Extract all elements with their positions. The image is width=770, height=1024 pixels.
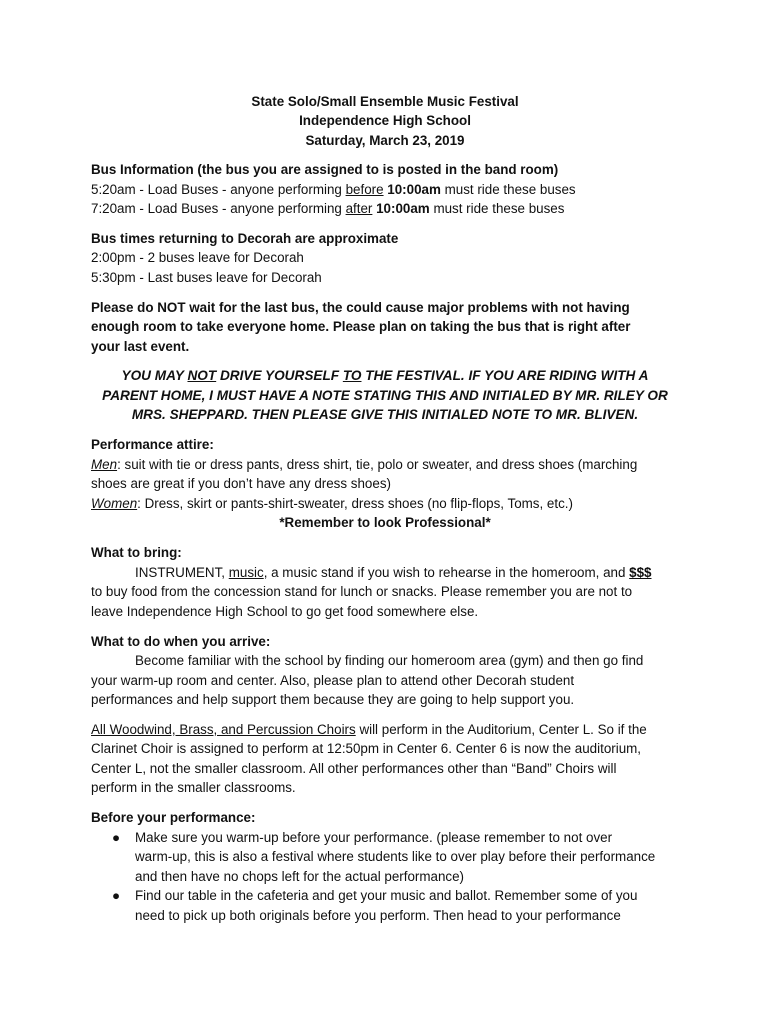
warning-line-1: Please do NOT wait for the last bus, the could cause major problems with not having — [91, 300, 630, 315]
bring-heading: What to bring: — [91, 545, 182, 560]
notice-line-1: YOU MAY NOT DRIVE YOURSELF TO THE FESTIVAL. IF YOU ARE RIDING WITH A — [121, 368, 649, 383]
attire-men-cont: shoes are great if you don’t have any dress shoes) — [91, 476, 391, 491]
bus-info-heading: Bus Information (the bus you are assigned to is posted in the band room) — [91, 162, 559, 177]
choirs-line-1: All Woodwind, Brass, and Percussion Choirs will perform in the Auditorium, Center L. So if the — [91, 722, 647, 737]
before-item-2-line-2: need to pick up both originals before you perform. Then head to your performance — [135, 908, 621, 923]
return-heading: Bus times returning to Decorah are approximate — [91, 231, 399, 246]
choirs-line-2: Clarinet Choir is assigned to perform at 12:50pm in Center 6. Center 6 is now the auditorium, — [91, 741, 642, 756]
notice-line-3: MRS. SHEPPARD. THEN PLEASE GIVE THIS INITIALED NOTE TO MR. BLIVEN. — [131, 407, 639, 422]
before-item-1-line-1: Make sure you warm-up before your performance. (please remember to not over — [135, 830, 613, 845]
warning-line-2: enough room to take everyone home. Please plan on taking the bus that is right after — [91, 319, 631, 334]
choirs-line-4: perform in the smaller classrooms. — [91, 780, 296, 795]
bullet-icon: ● — [112, 830, 121, 845]
bring-line-3: leave Independence High School to go get food somewhere else. — [91, 604, 479, 619]
bus-line-early: 5:20am - Load Buses - anyone performing before 10:00am must ride these buses — [91, 182, 576, 197]
bus-line-late: 7:20am - Load Buses - anyone performing after 10:00am must ride these buses — [91, 201, 565, 216]
notice-line-2: PARENT HOME, I MUST HAVE A NOTE STATING THIS AND INITIALED BY MR. RILEY OR — [102, 388, 668, 403]
before-item-1-line-3: and then have no chops left for the actual performance) — [135, 869, 465, 884]
warning-line-3: your last event. — [91, 339, 190, 354]
arrive-line-2: your warm-up room and center. Also, please plan to attend other Decorah student — [91, 673, 575, 688]
attire-heading: Performance attire: — [91, 437, 214, 452]
before-item-2-line-1: Find our table in the cafeteria and get your music and ballot. Remember some of you — [135, 888, 638, 903]
before-item-1-line-2: warm-up, this is also a festival where students like to over play before their performance — [135, 849, 656, 864]
attire-women: Women: Dress, skirt or pants-shirt-sweater, dress shoes (no flip-flops, Toms, etc.) — [91, 496, 573, 511]
school-name: Independence High School — [299, 113, 471, 128]
choirs-line-3: Center L, not the smaller classroom. All other performances other than “Band” Choirs will — [91, 761, 617, 776]
before-heading: Before your performance: — [91, 810, 256, 825]
arrive-line-3: performances and help support them because they are going to help support you. — [91, 692, 575, 707]
bring-line-2: to buy food from the concession stand for lunch or snacks. Please remember you are not to — [91, 584, 633, 599]
bring-line-1: INSTRUMENT, music, a music stand if you wish to rehearse in the homeroom, and $$$ — [135, 565, 652, 580]
event-date: Saturday, March 23, 2019 — [305, 133, 465, 148]
attire-men: Men: suit with tie or dress pants, dress shirt, tie, polo or sweater, and dress shoes (marching — [91, 457, 638, 472]
arrive-heading: What to do when you arrive: — [91, 634, 271, 649]
return-line-2: 5:30pm - Last buses leave for Decorah — [91, 270, 322, 285]
attire-reminder: *Remember to look Professional* — [279, 515, 491, 530]
bullet-icon: ● — [112, 888, 121, 903]
arrive-line-1: Become familiar with the school by finding our homeroom area (gym) and then go find — [135, 653, 644, 668]
page-title: State Solo/Small Ensemble Music Festival — [251, 94, 519, 109]
return-line-1: 2:00pm - 2 buses leave for Decorah — [91, 250, 304, 265]
